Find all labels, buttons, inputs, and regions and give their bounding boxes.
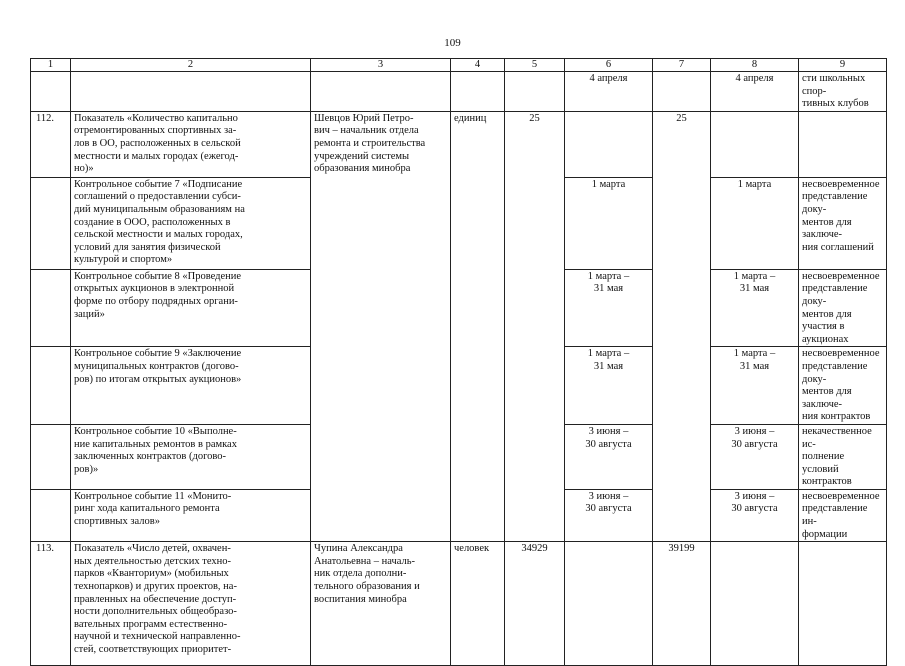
- target-value-cell: 39199: [653, 542, 711, 666]
- date-cell: 3 июня – 30 августа: [711, 489, 799, 541]
- header-cell: 4: [451, 59, 505, 72]
- event-cell: Контрольное событие 10 «Выполне- ние капитальных ремонтов в рамках заключенных контрактов (догово- ров)»: [71, 424, 311, 489]
- date-cell: 3 июня – 30 августа: [711, 424, 799, 489]
- date-cell: 1 марта – 31 мая: [565, 347, 653, 425]
- header-cell: 5: [505, 59, 565, 72]
- date-cell: 1 марта – 31 мая: [565, 269, 653, 347]
- date-cell: 1 марта – 31 мая: [711, 347, 799, 425]
- indicator-cell: Показатель «Количество капитально отремонтированных спортивных за- лов в ОО, расположенных в сельской местности и малых городах (ежегод- но)»: [71, 111, 311, 177]
- header-cell: 3: [311, 59, 451, 72]
- event-cell: Контрольное событие 8 «Проведение открытых аукционов в электронной форме по отбору подрядных органи- заций»: [71, 269, 311, 347]
- responsible-cell: Шевцов Юрий Петро- вич – начальник отдела ремонта и строительства учреждений системы образования минобра: [311, 111, 451, 541]
- date-cell: 1 марта: [711, 177, 799, 269]
- risk-cell: несвоевременное представление доку- ментов для заключе- ния контрактов: [799, 347, 887, 425]
- risk-cell: сти школьных спор- тивных клубов: [799, 72, 887, 112]
- indicator-cell: Показатель «Число детей, охвачен- ных деятельностью детских техно- парков «Кванториум» (мобильных технопарков) и других проектов, на- правленных на обеспечение доступ- ности дополнительных общеобразо- вательных программ естественно- научной и технической направленно- стей, соответствующих приоритет-: [71, 542, 311, 666]
- unit-cell: человек: [451, 542, 505, 666]
- header-cell: 7: [653, 59, 711, 72]
- risk-cell: несвоевременное представление доку- ментов для заключе- ния соглашений: [799, 177, 887, 269]
- unit-cell: единиц: [451, 111, 505, 541]
- header-cell: 2: [71, 59, 311, 72]
- date-cell: 4 апреля: [565, 72, 653, 112]
- table-row-113: [31, 542, 887, 666]
- header-cell: 1: [31, 59, 71, 72]
- event-cell: Контрольное событие 11 «Монито- ринг хода капитального ремонта спортивных залов»: [71, 489, 311, 541]
- event-cell: Контрольное событие 9 «Заключение муниципальных контрактов (догово- ров) по итогам открытых аукционов»: [71, 347, 311, 425]
- page-number: 109: [444, 37, 461, 49]
- date-cell: 1 марта: [565, 177, 653, 269]
- event-cell: Контрольное событие 7 «Подписание соглашений о предоставлении субси- дий муниципальным образованиям на создание в ООО, расположенных в сельской местности и малых городах, условий для занятия физической культурой и спортом»: [71, 177, 311, 269]
- header-row: [31, 59, 887, 72]
- row-number: 112.: [31, 111, 71, 177]
- risk-cell: несвоевременное представление ин- формации: [799, 489, 887, 541]
- continuation-row: [31, 72, 887, 112]
- date-cell: 3 июня – 30 августа: [565, 424, 653, 489]
- plan-table: [30, 58, 887, 666]
- table-row-112: [31, 111, 887, 177]
- date-cell: 1 марта – 31 мая: [711, 269, 799, 347]
- header-cell: 8: [711, 59, 799, 72]
- header-cell: 6: [565, 59, 653, 72]
- base-value-cell: 25: [505, 111, 565, 541]
- date-cell: 3 июня – 30 августа: [565, 489, 653, 541]
- responsible-cell: Чупина Александра Анатольевна – началь- ник отдела дополни- тельного образования и воспитания минобра: [311, 542, 451, 666]
- header-cell: 9: [799, 59, 887, 72]
- target-value-cell: 25: [653, 111, 711, 541]
- row-number: 113.: [31, 542, 71, 666]
- date-cell: 4 апреля: [711, 72, 799, 112]
- base-value-cell: 34929: [505, 542, 565, 666]
- risk-cell: несвоевременное представление доку- ментов для участия в аукционах: [799, 269, 887, 347]
- risk-cell: некачественное ис- полнение условий контрактов: [799, 424, 887, 489]
